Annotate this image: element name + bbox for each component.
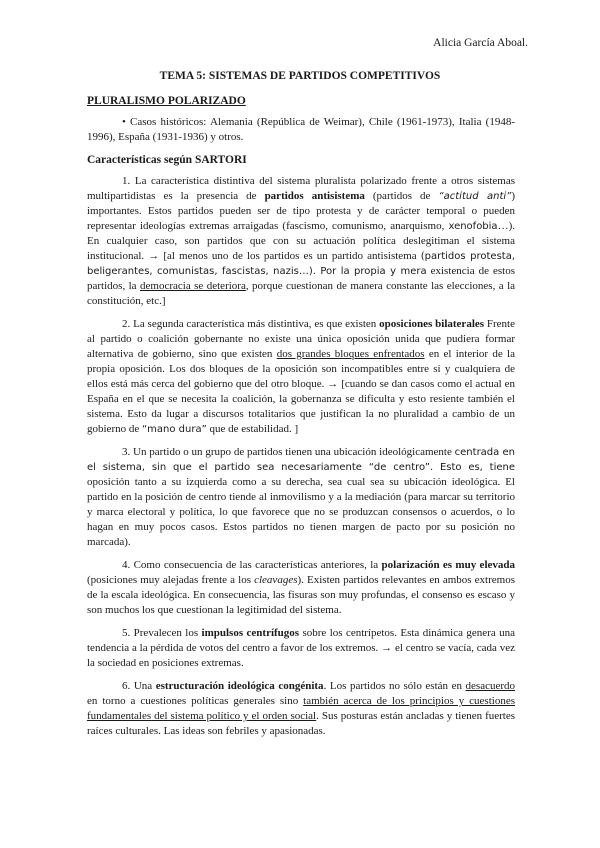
handwritten-text: centrada en el sistema, sin que el partido sea necesariamente “de centro”. Esto es, tiene	[87, 447, 515, 473]
paragraph-6	[87, 679, 515, 739]
subheading: Características según SARTORI	[87, 154, 247, 166]
text: (posiciones muy alejadas frente a los	[87, 574, 255, 586]
text: 1. La característica distintiva del sistema pluralista polarizado frente a otros sistemas multipartidistas es la presencia de	[87, 175, 515, 202]
text: Frente al partido o coalición gobernante no existe una única oposición unida que pudiera formar alternativa de gobierno, sino que existen	[87, 318, 515, 360]
bold-text: polarización es muy elevada	[381, 559, 515, 571]
underlined-text: desacuerdo	[465, 680, 516, 692]
paragraph-3	[87, 445, 515, 550]
bold-text: partidos antisistema	[264, 190, 365, 202]
author-name: Alicia García Aboal.	[433, 37, 528, 49]
text: , porque cuestionan de manera constante las elecciones, a la constitución, etc.]	[87, 280, 516, 307]
text: (partidos de	[364, 190, 439, 202]
document-title: TEMA 5: SISTEMAS DE PARTIDOS COMPETITIVOS	[159, 70, 441, 82]
text: …). En cualquier caso, son partidos que con su actuación política deslegitiman el sistema institucional. → [al menos uno de los partidos es un partido antisistema	[87, 220, 515, 262]
text: que de estabilidad. ]	[206, 423, 299, 435]
handwritten-text: “mano dura”	[141, 424, 207, 435]
section-heading: PLURALISMO POLARIZADO	[87, 95, 246, 107]
historical-cases: • Casos históricos: Alemania (República de Weimar), Chile (1961-1973), Italia (1948-1996), España (1931-1936) y otros.	[87, 116, 515, 143]
text: ). Existen partidos relevantes en ambos extremos de la escala ideológica. En consecuencia, las fisuras son muy profundas, el consenso es escaso y son muchos los que cuestionan la legitimidad del sistema.	[87, 574, 515, 616]
paragraph-4	[87, 558, 515, 618]
text: en torno a cuestiones políticas generales sino	[87, 695, 304, 707]
text: existencia de estos partidos, la	[87, 265, 515, 292]
handwritten-text: (partidos protesta, beligerantes, comunistas, fascistas, nazis…). Por la propia y mera	[87, 251, 516, 277]
text: ) importantes. Estos partidos pueden ser de tipo protesta y de carácter temporal o pueden representar ideologías extremas arraigadas (fascismo, comunismo, anarquismo,	[87, 190, 516, 232]
text: 5. Prevalecen los	[122, 627, 202, 639]
text: . Los partidos no sólo están en	[323, 680, 466, 692]
text: 3. Un partido o un grupo de partidos tienen una ubicación ideológicamente	[122, 446, 455, 458]
paragraph-2	[87, 317, 515, 437]
bold-text: oposiciones bilaterales	[379, 318, 485, 330]
underlined-text: dos grandes bloques enfrentados	[276, 348, 425, 360]
text: . Sus posturas están ancladas y tienen fuertes raíces culturales. Las ideas son febriles y apasionadas.	[87, 710, 515, 737]
underlined-text: también acerca de los principios y cuestiones fundamentales del sistema político y el orden social	[87, 695, 515, 722]
paragraph-1	[87, 174, 515, 309]
text: oposición tanto a su izquierda como a su derecha, sea cual sea su ubicación ideológica. El partido en la posición de centro tiende al inmovilismo y a la mediación (para marcar su territorio y marca electoral y política, lo que favorece que no se produzcan consensos o acuerdos, o lo hagan en muy pocos casos. Estos partidos no tienen margen de pacto por su posición no marcada).	[87, 476, 515, 548]
handwritten-text: “actitud anti”	[438, 191, 512, 202]
bold-text: impulsos centrífugos	[201, 627, 300, 639]
text: en el interior de la propia oposición. Los dos bloques de la oposición son incompatibles entre sí y cualquiera de ellos está más cerca del gobierno que del otro bloque. → [cuando se dan casos como el actual en España en el que se necesita la coalición, la gobernanza se dificulta y esto resiente también el sistema. Esto da lugar a discursos totalitarios que justifican la no pluralidad a cambio de un gobierno de	[87, 348, 515, 435]
handwritten-text: xenofobia	[448, 221, 498, 232]
underlined-text: democracia se deteriora	[140, 280, 246, 292]
paragraph-5	[87, 626, 515, 671]
text: 4. Como consecuencia de las características anteriores, la	[122, 559, 382, 571]
text: 6. Una	[122, 680, 156, 692]
bold-text: estructuración ideológica congénita	[155, 680, 324, 692]
text: 2. La segunda característica más distintiva, es que existen	[122, 318, 380, 330]
italic-text: cleavages	[254, 574, 298, 586]
text: sobre los centrípetos. Esta dinámica genera una tendencia a la pérdida de votos del centro a favor de los extremos. → el centro se vacía, cada vez la sociedad en posiciones extremas.	[87, 627, 516, 669]
document-body	[87, 115, 515, 747]
